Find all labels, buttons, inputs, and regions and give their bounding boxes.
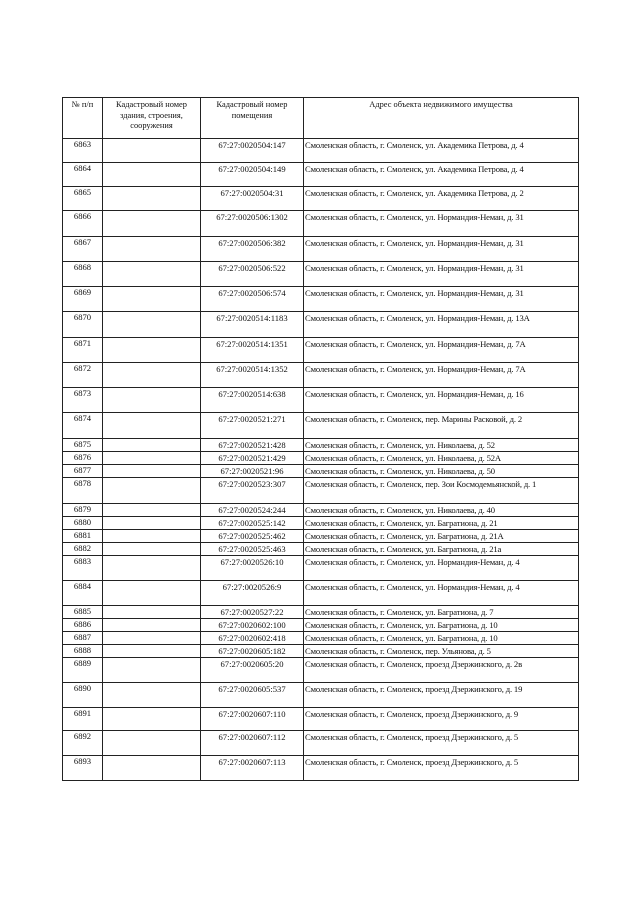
building-cadastral-cell [103, 645, 201, 658]
row-number-cell: 6866 [63, 211, 103, 237]
table-row [63, 163, 579, 187]
building-cadastral-cell [103, 163, 201, 187]
table-row [63, 388, 579, 413]
building-cadastral-cell [103, 556, 201, 581]
table-row [63, 478, 579, 504]
row-number-cell: 6886 [63, 619, 103, 632]
row-number-cell: 6877 [63, 465, 103, 478]
table-row [63, 237, 579, 262]
address-cell: Смоленская область, г. Смоленск, пер. Зои Космодемьянской, д. 1 [304, 478, 579, 504]
header-room-cadastral-number: Кадастровый номер помещения [201, 98, 304, 139]
building-cadastral-cell [103, 262, 201, 287]
table-row [63, 530, 579, 543]
row-number-cell: 6888 [63, 645, 103, 658]
row-number-cell: 6867 [63, 237, 103, 262]
room-cadastral-cell: 67:27:0020605:182 [201, 645, 304, 658]
address-cell: Смоленская область, г. Смоленск, ул. Нормандия-Неман, д. 7А [304, 338, 579, 363]
table-row [63, 632, 579, 645]
room-cadastral-cell: 67:27:0020607:110 [201, 708, 304, 731]
building-cadastral-cell [103, 581, 201, 606]
table-row [63, 708, 579, 731]
building-cadastral-cell [103, 731, 201, 756]
address-cell: Смоленская область, г. Смоленск, ул. Багратиона, д. 21А [304, 530, 579, 543]
room-cadastral-cell: 67:27:0020602:418 [201, 632, 304, 645]
building-cadastral-cell [103, 465, 201, 478]
address-cell: Смоленская область, г. Смоленск, ул. Нормандия-Неман, д. 31 [304, 287, 579, 312]
table-row [63, 556, 579, 581]
row-number-cell: 6891 [63, 708, 103, 731]
address-cell: Смоленская область, г. Смоленск, ул. Николаева, д. 52 [304, 439, 579, 452]
room-cadastral-cell: 67:27:0020504:149 [201, 163, 304, 187]
building-cadastral-cell [103, 632, 201, 645]
table-row [63, 756, 579, 781]
building-cadastral-cell [103, 504, 201, 517]
row-number-cell: 6878 [63, 478, 103, 504]
room-cadastral-cell: 67:27:0020527:22 [201, 606, 304, 619]
building-cadastral-cell [103, 388, 201, 413]
table-row [63, 581, 579, 606]
building-cadastral-cell [103, 478, 201, 504]
address-cell: Смоленская область, г. Смоленск, ул. Багратиона, д. 10 [304, 619, 579, 632]
table-row [63, 683, 579, 708]
table-row [63, 338, 579, 363]
room-cadastral-cell: 67:27:0020525:463 [201, 543, 304, 556]
row-number-cell: 6875 [63, 439, 103, 452]
row-number-cell: 6887 [63, 632, 103, 645]
table-row [63, 452, 579, 465]
table-header-row [63, 98, 579, 139]
row-number-cell: 6880 [63, 517, 103, 530]
building-cadastral-cell [103, 619, 201, 632]
table-row [63, 413, 579, 439]
building-cadastral-cell [103, 338, 201, 363]
address-cell: Смоленская область, г. Смоленск, ул. Нормандия-Неман, д. 4 [304, 556, 579, 581]
row-number-cell: 6881 [63, 530, 103, 543]
building-cadastral-cell [103, 756, 201, 781]
table-row [63, 619, 579, 632]
building-cadastral-cell [103, 517, 201, 530]
row-number-cell: 6865 [63, 187, 103, 211]
address-cell: Смоленская область, г. Смоленск, ул. Багратиона, д. 21а [304, 543, 579, 556]
row-number-cell: 6873 [63, 388, 103, 413]
row-number-cell: 6868 [63, 262, 103, 287]
header-building-cadastral-number: Кадастровый номер здания, строения, сооружения [103, 98, 201, 139]
room-cadastral-cell: 67:27:0020514:1183 [201, 312, 304, 338]
table-row [63, 363, 579, 388]
row-number-cell: 6870 [63, 312, 103, 338]
building-cadastral-cell [103, 139, 201, 163]
room-cadastral-cell: 67:27:0020521:96 [201, 465, 304, 478]
address-cell: Смоленская область, г. Смоленск, ул. Нормандия-Неман, д. 13А [304, 312, 579, 338]
row-number-cell: 6863 [63, 139, 103, 163]
header-row-number: № п/п [63, 98, 103, 139]
table-row [63, 645, 579, 658]
address-cell: Смоленская область, г. Смоленск, ул. Нормандия-Неман, д. 7А [304, 363, 579, 388]
address-cell: Смоленская область, г. Смоленск, ул. Академика Петрова, д. 4 [304, 163, 579, 187]
address-cell: Смоленская область, г. Смоленск, ул. Нормандия-Неман, д. 31 [304, 262, 579, 287]
building-cadastral-cell [103, 708, 201, 731]
row-number-cell: 6872 [63, 363, 103, 388]
room-cadastral-cell: 67:27:0020523:307 [201, 478, 304, 504]
table-row [63, 465, 579, 478]
table-row [63, 139, 579, 163]
room-cadastral-cell: 67:27:0020607:112 [201, 731, 304, 756]
room-cadastral-cell: 67:27:0020504:31 [201, 187, 304, 211]
row-number-cell: 6864 [63, 163, 103, 187]
building-cadastral-cell [103, 606, 201, 619]
table-row [63, 287, 579, 312]
address-cell: Смоленская область, г. Смоленск, ул. Багратиона, д. 7 [304, 606, 579, 619]
address-cell: Смоленская область, г. Смоленск, ул. Академика Петрова, д. 2 [304, 187, 579, 211]
room-cadastral-cell: 67:27:0020504:147 [201, 139, 304, 163]
room-cadastral-cell: 67:27:0020607:113 [201, 756, 304, 781]
room-cadastral-cell: 67:27:0020605:20 [201, 658, 304, 683]
address-cell: Смоленская область, г. Смоленск, ул. Академика Петрова, д. 4 [304, 139, 579, 163]
room-cadastral-cell: 67:27:0020605:537 [201, 683, 304, 708]
room-cadastral-cell: 67:27:0020524:244 [201, 504, 304, 517]
building-cadastral-cell [103, 683, 201, 708]
address-cell: Смоленская область, г. Смоленск, ул. Николаева, д. 40 [304, 504, 579, 517]
building-cadastral-cell [103, 530, 201, 543]
address-cell: Смоленская область, г. Смоленск, ул. Багратиона, д. 21 [304, 517, 579, 530]
row-number-cell: 6884 [63, 581, 103, 606]
building-cadastral-cell [103, 543, 201, 556]
address-cell: Смоленская область, г. Смоленск, пер. Ульянова, д. 5 [304, 645, 579, 658]
table-row [63, 658, 579, 683]
table-row [63, 543, 579, 556]
room-cadastral-cell: 67:27:0020514:638 [201, 388, 304, 413]
building-cadastral-cell [103, 237, 201, 262]
address-cell: Смоленская область, г. Смоленск, ул. Николаева, д. 52А [304, 452, 579, 465]
row-number-cell: 6889 [63, 658, 103, 683]
row-number-cell: 6890 [63, 683, 103, 708]
address-cell: Смоленская область, г. Смоленск, проезд Дзержинского, д. 9 [304, 708, 579, 731]
address-cell: Смоленская область, г. Смоленск, ул. Багратиона, д. 10 [304, 632, 579, 645]
row-number-cell: 6882 [63, 543, 103, 556]
table-row [63, 439, 579, 452]
row-number-cell: 6869 [63, 287, 103, 312]
address-cell: Смоленская область, г. Смоленск, ул. Нормандия-Неман, д. 16 [304, 388, 579, 413]
building-cadastral-cell [103, 439, 201, 452]
address-cell: Смоленская область, г. Смоленск, проезд Дзержинского, д. 5 [304, 756, 579, 781]
building-cadastral-cell [103, 413, 201, 439]
table-row [63, 606, 579, 619]
building-cadastral-cell [103, 287, 201, 312]
room-cadastral-cell: 67:27:0020514:1351 [201, 338, 304, 363]
row-number-cell: 6893 [63, 756, 103, 781]
address-cell: Смоленская область, г. Смоленск, проезд Дзержинского, д. 5 [304, 731, 579, 756]
building-cadastral-cell [103, 312, 201, 338]
room-cadastral-cell: 67:27:0020525:462 [201, 530, 304, 543]
room-cadastral-cell: 67:27:0020506:574 [201, 287, 304, 312]
table-row [63, 262, 579, 287]
building-cadastral-cell [103, 363, 201, 388]
address-cell: Смоленская область, г. Смоленск, ул. Николаева, д. 50 [304, 465, 579, 478]
row-number-cell: 6871 [63, 338, 103, 363]
building-cadastral-cell [103, 658, 201, 683]
building-cadastral-cell [103, 187, 201, 211]
table-row [63, 211, 579, 237]
table-row [63, 517, 579, 530]
table-row [63, 187, 579, 211]
room-cadastral-cell: 67:27:0020526:9 [201, 581, 304, 606]
room-cadastral-cell: 67:27:0020521:429 [201, 452, 304, 465]
address-cell: Смоленская область, г. Смоленск, ул. Нормандия-Неман, д. 31 [304, 211, 579, 237]
table-row [63, 504, 579, 517]
row-number-cell: 6879 [63, 504, 103, 517]
row-number-cell: 6874 [63, 413, 103, 439]
room-cadastral-cell: 67:27:0020526:10 [201, 556, 304, 581]
row-number-cell: 6883 [63, 556, 103, 581]
room-cadastral-cell: 67:27:0020602:100 [201, 619, 304, 632]
room-cadastral-cell: 67:27:0020506:1302 [201, 211, 304, 237]
room-cadastral-cell: 67:27:0020506:522 [201, 262, 304, 287]
address-cell: Смоленская область, г. Смоленск, проезд Дзержинского, д. 2в [304, 658, 579, 683]
table-row [63, 312, 579, 338]
room-cadastral-cell: 67:27:0020525:142 [201, 517, 304, 530]
address-cell: Смоленская область, г. Смоленск, проезд Дзержинского, д. 19 [304, 683, 579, 708]
room-cadastral-cell: 67:27:0020521:271 [201, 413, 304, 439]
property-register-table [62, 97, 579, 781]
row-number-cell: 6876 [63, 452, 103, 465]
address-cell: Смоленская область, г. Смоленск, ул. Нормандия-Неман, д. 31 [304, 237, 579, 262]
table-body [63, 139, 579, 781]
row-number-cell: 6892 [63, 731, 103, 756]
room-cadastral-cell: 67:27:0020514:1352 [201, 363, 304, 388]
building-cadastral-cell [103, 452, 201, 465]
room-cadastral-cell: 67:27:0020521:428 [201, 439, 304, 452]
room-cadastral-cell: 67:27:0020506:382 [201, 237, 304, 262]
address-cell: Смоленская область, г. Смоленск, пер. Марины Расковой, д. 2 [304, 413, 579, 439]
table-row [63, 731, 579, 756]
address-cell: Смоленская область, г. Смоленск, ул. Нормандия-Неман, д. 4 [304, 581, 579, 606]
row-number-cell: 6885 [63, 606, 103, 619]
header-address: Адрес объекта недвижимого имущества [304, 98, 579, 139]
building-cadastral-cell [103, 211, 201, 237]
